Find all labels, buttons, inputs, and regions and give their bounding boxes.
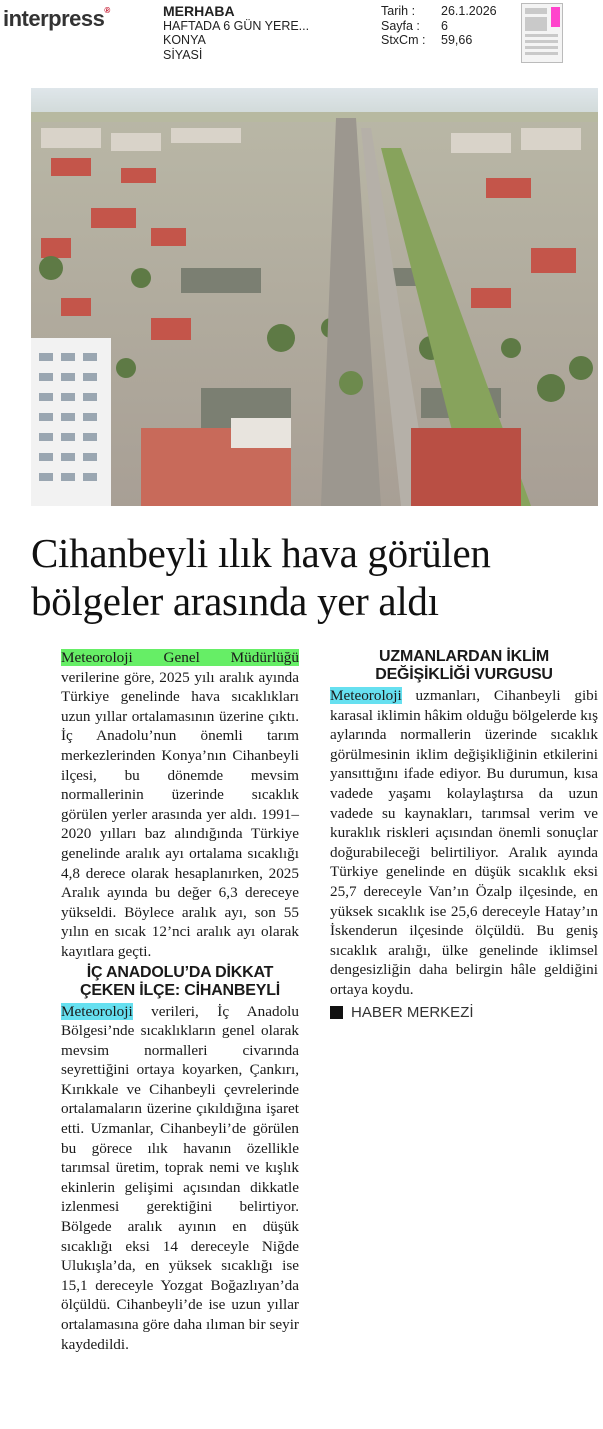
- article-column-right: [330, 648, 598, 1022]
- paragraph-1: Meteoroloji Genel Müdürlüğü verilerine göre, 2025 yılı aralık ayında Türkiye genelinde hava sıcaklıkları uzun yıllar ortalamasının üzerine çıktı. İç Anadolu’nun önemli tarım merkezlerinden Konya’nın Cihanbeyli ilçesi, bu dönemde mevsim normallerinin üzerinde sıcaklık görülen yerler arasında yer aldı. 1991–2020 yılları baz alındığında Türkiye genelinde aralık ayı ortalama sıcaklığı 4,8 derece olarak hesaplanırken, 2025 Aralık ayında bu değer 6,3 dereceye yükseldi. Böylece aralık ayı, son 55 yılın en sıcak 12’nci aralık ayı olarak kayıtlara geçti.: [61, 649, 299, 960]
- publication-category: SİYASİ: [163, 47, 203, 62]
- page-thumbnail[interactable]: [521, 3, 563, 63]
- article-headline: Cihanbeyli ılık hava görülen bölgeler arasında yer aldı: [31, 530, 491, 624]
- paragraph-3: Meteoroloji uzmanları, Cihanbeyli gibi karasal iklimin hâkim olduğu bölgelerde kış aylarında normallerin üzerinde sıcaklık görülmesinin iklim değişikliğinin etkilerini yansıttığını ifade ediyor. Bu durumun, kısa vadede yaşamı kolaylaştırsa da uzun vadede su kaynakları, tarımsal verim ve kuraklık riskleri açısından önemli sonuçlar doğurabileceği belirtiliyor. Aralık ayında Türkiye genelinde en düşük sıcaklık eksi 25,7 dereceyle Van’ın Özalp ilçesinde, en yüksek sıcaklık ise 25,6 dereceyle Hatay’ın İskenderun ilçesinde ölçüldü. Bu geniş sıcaklık aralığı, ülke genelinde iklimsel dengesizliğin daha belirgin hâle geldiğini ortaya koydu.: [330, 687, 598, 998]
- meta-row-date: Tarih : 26.1.2026: [381, 4, 497, 18]
- highlight-term: Meteoroloji: [330, 687, 402, 704]
- aerial-city-photo: [31, 88, 598, 506]
- meta-row-stxcm: StxCm : 59,66: [381, 33, 473, 47]
- interpress-logo: interpress®: [3, 6, 110, 31]
- publication-frequency: HAFTADA 6 GÜN YERE...: [163, 18, 310, 33]
- meta-row-page: Sayfa : 6: [381, 18, 448, 33]
- clipping-meta: [381, 4, 497, 48]
- highlight-term: Meteoroloji: [61, 1002, 133, 1020]
- clipping-header: [0, 0, 603, 70]
- byline: HABER MERKEZİ: [330, 1003, 598, 1023]
- subheading-1: İÇ ANADOLU’DA DİKKAT ÇEKEN İLÇE: CİHANBEYLİ: [79, 963, 281, 999]
- paragraph-2: Meteoroloji verileri, İç Anadolu Bölgesi’nde sıcaklıkların genel olarak mevsim normalleri civarında seyrettiğini ortaya koyarken, Çankırı, Kırıkkale ve Cihanbeyli çevrelerinde ortalamaların üzerine çıkıldığına işaret etti. Uzmanlar, Cihanbeyli’de görülen bu görece ılık havanın özellikle tarımsal üretim, toprak nemi ve kışlık ekinlerin gelişimi açısından dikkatle izlenmesi gerektiğini belirtiyor. Bölgede aralık ayının en düşük sıcaklığı eksi 14 dereceyle Niğde Ulukışla’da, en yüksek sıcaklığı ise 15,1 dereceyle Yozgat Boğazlıyan’da ölçüldü. Cihanbeyli’de ise uzun yıllar ortalamasına göre daha ılıman bir seyir kaydedildi.: [61, 1002, 299, 1353]
- article-column-left: [61, 648, 299, 1354]
- publication-name: MERHABA: [163, 3, 235, 19]
- publication-info: [163, 4, 309, 62]
- highlight-term: Meteoroloji Genel Müdürlüğü: [61, 649, 299, 666]
- byline-square-icon: [330, 1006, 343, 1019]
- article-marker: [551, 7, 560, 27]
- subheading-2: UZMANLARDAN İKLİM DEĞİŞİKLİĞİ VURGUSU: [375, 648, 553, 683]
- publication-city: KONYA: [163, 33, 206, 47]
